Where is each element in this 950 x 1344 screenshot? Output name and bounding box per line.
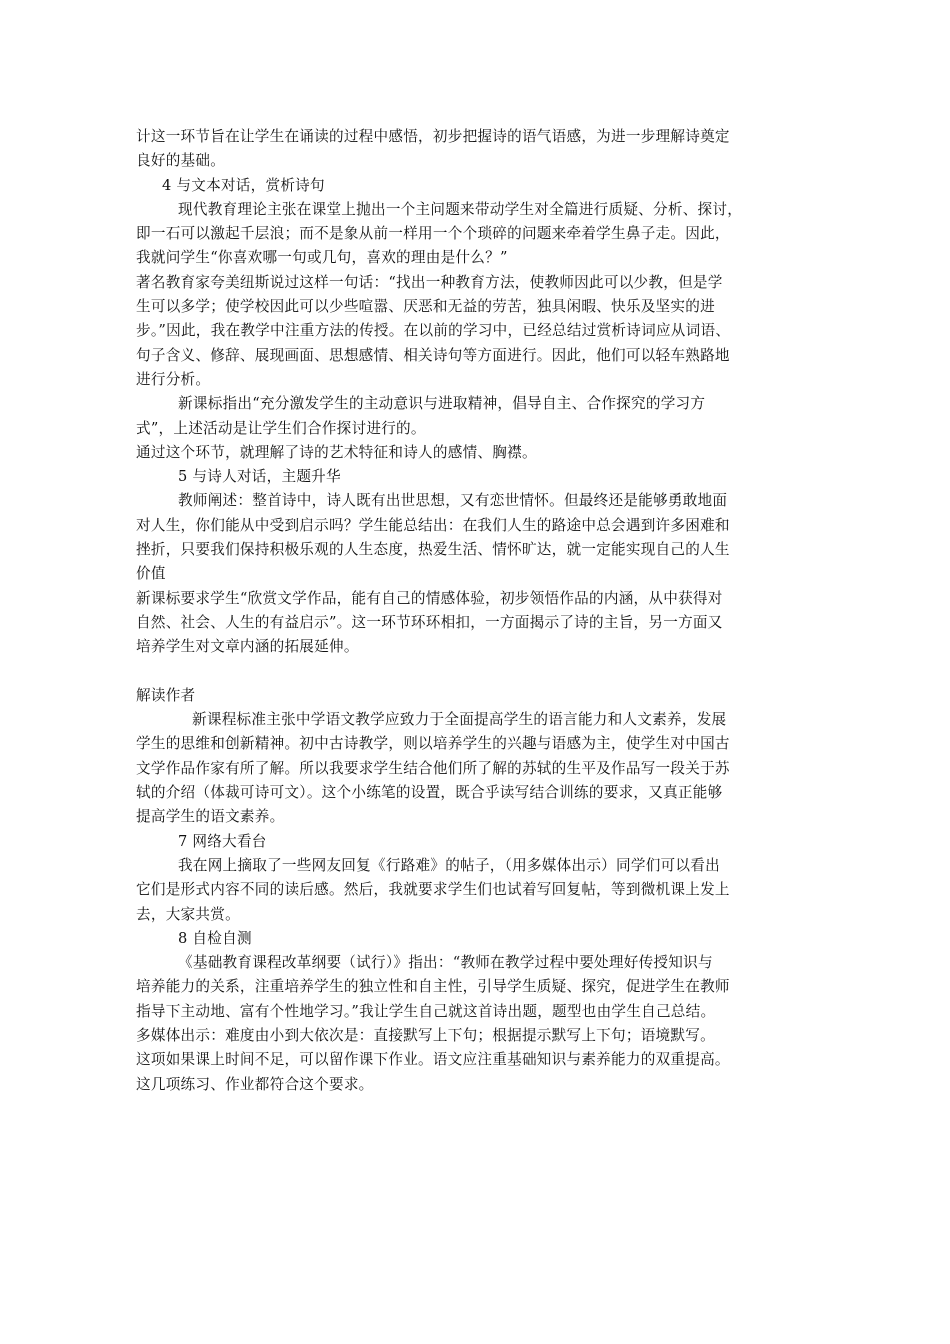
section-heading: 5 与诗人对话，主题升华 [178,468,341,486]
text-line: 著名教育家夸美纽斯说过这样一句话：“找出一种教育方法，使教师因此可以少教，但是学 [136,273,723,291]
document-body [136,125,816,1097]
section-heading: 7 网络大看台 [178,832,267,850]
text-line: 多媒体出示：难度由小到大依次是：直接默写上下句；根据提示默写上下句；语境默写。 [136,1026,715,1044]
text-line: 培养学生对文章内涵的拓展延伸。 [136,638,359,656]
text-line: 我在网上摘取了一些网友回复《行路难》的帖子，（用多媒体出示）同学们可以看出 [178,856,720,874]
text-line: 这项如果课上时间不足，可以留作课下作业。语文应注重基础知识与素养能力的双重提高。 [136,1051,730,1069]
text-line: 轼的介绍（体裁可诗可文）。这个小练笔的设置，既合乎读写结合训练的要求，又真正能够 [136,784,723,802]
text-line: 学生的思维和创新精神。初中古诗教学，则以培养学生的兴趣与语感为主，使学生对中国古 [136,735,730,753]
text-line: 生可以多学；使学校因此可以少些喧嚣、厌恶和无益的劳苦，独具闲暇、快乐及坚实的进 [136,298,715,316]
text-line: 去，大家共赏。 [136,905,240,923]
text-line: 新课标要求学生“欣赏文学作品，能有自己的情感体验，初步领悟作品的内涵，从中获得对 [136,589,723,607]
text-line: 即一石可以激起千层浪；而不是象从前一样用一个个琐碎的问题来牵着学生鼻子走。因此， [136,225,730,243]
text-line: 《基础教育课程改革纲要（试行）》指出：“教师在教学过程中要处理好传授知识与 [178,954,713,972]
text-line: 挫折，只要我们保持积极乐观的人生态度，热爱生活、情怀旷达，就一定能实现自己的人生 [136,541,730,559]
text-line: 它们是形式内容不同的读后感。然后，我就要求学生们也试着写回复帖，等到微机课上发上 [136,881,730,899]
text-line: 这几项练习、作业都符合这个要求。 [136,1075,374,1093]
text-line: 价值 [136,565,166,583]
text-line: 对人生，你们能从中受到启示吗？学生能总结出：在我们人生的路途中总会遇到许多困难和 [136,516,730,534]
text-line: 进行分析。 [136,370,211,388]
text-line: 新课标指出“充分激发学生的主动意识与进取精神，倡导自主、合作探究的学习方 [178,395,706,413]
section-heading: 解读作者 [136,686,196,704]
text-line: 新课程标准主张中学语文教学应致力于全面提高学生的语言能力和人文素养，发展 [192,711,727,729]
text-line: 现代教育理论主张在课堂上抛出一个主问题来带动学生对全篇进行质疑、分析、探讨， [178,200,743,218]
text-line: 计这一环节旨在让学生在诵读的过程中感悟，初步把握诗的语气语感，为进一步理解诗奠定 [136,128,730,145]
section-heading: 8 自检自测 [178,929,252,947]
text-line: 文学作品作家有所了解。所以我要求学生结合他们所了解的苏轼的生平及作品写一段关于苏 [136,759,730,777]
text-line: 通过这个环节，就理解了诗的艺术特征和诗人的感情、胸襟。 [136,443,537,461]
text-line: 提高学生的语文素养。 [136,808,285,826]
text-line: 式”，上述活动是让学生们合作探讨进行的。 [136,419,426,437]
text-line: 我就问学生“你喜欢哪一句或几句，喜欢的理由是什么？” [136,249,508,267]
text-line: 指导下主动地、富有个性地学习。”我让学生自己就这首诗出题，题型也由学生自己总结。 [136,1002,716,1020]
blank-line [136,660,816,684]
section-heading: 4 与文本对话，赏析诗句 [162,176,325,194]
text-line: 步。”因此，我在教学中注重方法的传授。在以前的学习中，已经总结过赏析诗词应从词语、 [136,322,731,340]
text-line: 句子含义、修辞、展现画面、思想感情、相关诗句等方面进行。因此，他们可以轻车熟路地 [136,346,730,364]
text-line: 自然、社会、人生的有益启示”。这一环节环环相扣，一方面揭示了诗的主旨，另一方面又 [136,613,723,631]
text-line: 培养能力的关系，注重培养学生的独立性和自主性，引导学生质疑、探究，促进学生在教师 [136,978,730,996]
text-line: 良好的基础。 [136,152,226,170]
text-line: 教师阐述：整首诗中，诗人既有出世思想，又有恋世情怀。但最终还是能够勇敢地面 [178,492,728,510]
